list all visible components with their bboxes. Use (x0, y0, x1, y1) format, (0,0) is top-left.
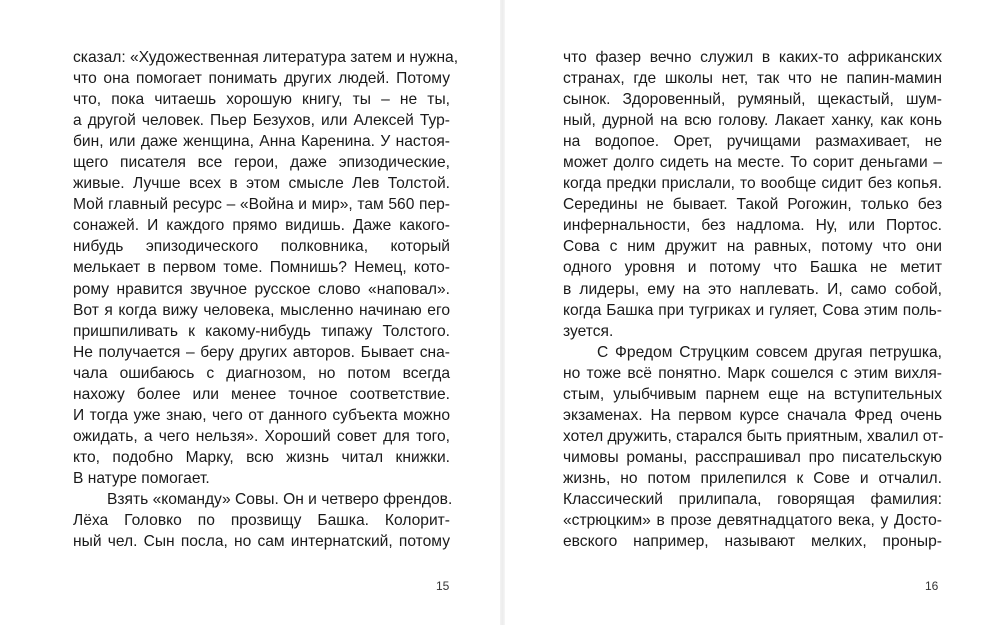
text-line: в лидеры, ему на это наплевать. И, само собой, (563, 280, 942, 298)
left-page-number: 15 (436, 579, 450, 593)
text-line: Классический прилипала, говорящая фамилия: (563, 490, 942, 508)
text-line: В натуре помогает. (73, 469, 210, 487)
text-line: «стрюцким» в прозе девятнадцатого века, у Досто- (563, 512, 942, 530)
right-page-text (563, 47, 942, 552)
text-line: хотел дружить, старался быть приятным, хвалил от- (563, 427, 944, 445)
text-line: инфернальности, без надлома. Ну, или Портос. (563, 217, 942, 235)
text-line: бин, или даже женщина, Анна Каренина. У настоя- (73, 133, 450, 151)
right-page (505, 0, 1000, 625)
text-line: Середины не бывает. Такой Рогожин, только без (563, 196, 942, 214)
text-line: живые. Лучше всех в этом смысле Лев Толстой. (73, 175, 450, 193)
text-line: когда Башка при тугриках и гуляет, Сова этим поль- (563, 301, 942, 319)
text-line: чала ошибаюсь с диагнозом, но потом всегда (73, 364, 450, 382)
text-line: нибудь эпизодического полковника, который (73, 238, 450, 256)
text-line: но тоже всё понятно. Марк сошелся с этим вихля- (563, 364, 942, 382)
text-line: рому нравится звучное русское слово «наповал». (73, 280, 450, 298)
text-line: стым, улыбчивым парнем еще на вступительных (563, 385, 942, 403)
text-line: Взять «команду» Совы. Он и четверо френдов. (107, 490, 453, 508)
text-line: Не получается – беру других авторов. Бывает сна- (73, 343, 450, 361)
text-line: сынок. Здоровенный, румяный, щекастый, шум- (563, 91, 942, 109)
text-line: мелькает в первом томе. Помнишь? Немец, кото- (73, 259, 450, 277)
text-line: ный, дурной на всю голову. Лакает ханку, как конь (563, 112, 942, 130)
text-line: кто, подобно Марку, всю жизнь читал книжки. (73, 448, 450, 466)
text-line: Лёха Головко по прозвищу Башка. Колорит- (73, 512, 450, 530)
right-page-number: 16 (925, 579, 939, 593)
text-line: одного уровня и потому что Башка не метит (563, 259, 942, 277)
text-line: что она помогает понимать других людей. Потому (73, 70, 450, 88)
text-line: щего писателя все герои, даже эпизодические, (73, 154, 450, 172)
text-line: чимовы романы, расспрашивал про писательскую (563, 448, 942, 466)
text-line: ный чел. Сын посла, но сам интернатский, потому (73, 533, 450, 551)
text-line: евского например, называют мелких, проныр- (563, 533, 942, 551)
text-line: Мой главный ресурс – «Война и мир», там 560 пер- (73, 196, 450, 214)
text-line: а другой человек. Пьер Безухов, или Алексей Тур- (73, 112, 450, 130)
text-line: когда предки прислали, то вообще сидит без копья. (563, 175, 942, 193)
text-line: ожидать, а чего нельзя». Хороший совет для того, (73, 427, 450, 445)
text-line: что фазер вечно служил в каких-то африканских (563, 49, 942, 66)
text-line: зуется. (563, 322, 614, 340)
text-line: что, пока читаешь хорошую книгу, ты – не ты, (73, 91, 450, 109)
text-line: пришпиливать к какому-нибудь типажу Толстого. (73, 322, 450, 340)
text-line: нахожу более или менее точное соответствие. (73, 385, 450, 403)
text-line: экзаменах. На первом курсе сначала Фред очень (563, 406, 942, 424)
text-line: Сова с ним дружит на равных, потому что они (563, 238, 942, 256)
text-line: странах, где школы нет, так что не папин-мамин (563, 70, 942, 88)
text-line: на водопое. Орет, ручищами размахивает, не (563, 133, 942, 151)
text-line: может долго сидеть на месте. То сорит деньгами – (563, 154, 942, 172)
text-line: жизнь, но потом прилепился к Сове и отчалил. (563, 469, 942, 487)
text-line: сонажей. И каждого прямо видишь. Даже какого- (73, 217, 450, 235)
left-page-text (73, 47, 459, 552)
text-line: С Фредом Струцким совсем другая петрушка, (597, 343, 942, 361)
text-line: сказал: «Художественная литература затем и нужна, (73, 49, 459, 66)
text-line: И тогда уже знаю, чего от данного субъекта можно (73, 406, 450, 424)
text-line: Вот я когда вижу человека, мысленно начинаю его (73, 301, 450, 319)
